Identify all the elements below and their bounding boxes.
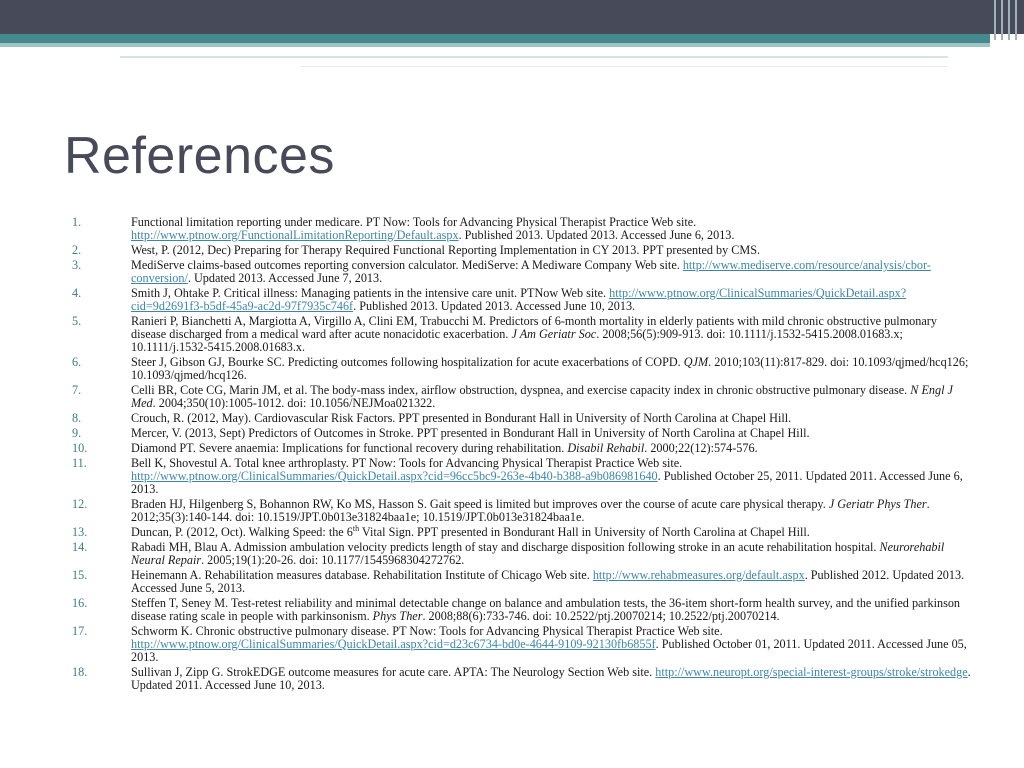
reference-text: . Published October 01, 2011. Updated 2011. Accessed June 05, 2013. xyxy=(131,637,967,664)
reference-number: 9. xyxy=(72,426,82,440)
reference-number: 15. xyxy=(72,568,88,582)
journal-name: Disabil Rehabil xyxy=(567,441,645,455)
reference-text: . Published 2013. Updated 2013. Accessed June 6, 2013. xyxy=(458,228,735,242)
superscript: th xyxy=(352,523,360,533)
reference-text: . Published 2012. Updated 2013. Accessed June 5, 2013. xyxy=(131,568,965,595)
reference-item xyxy=(64,427,974,440)
reference-text: West, P. (2012, Dec) Preparing for Therapy Required Functional Reporting Implementation in CY 2013. PPT presented by CMS. xyxy=(131,243,761,257)
reference-text: Rabadi MH, Blau A. Admission ambulation velocity predicts length of stay and discharge disposition following stroke in an acute rehabilitation hospital. xyxy=(131,540,880,554)
reference-item xyxy=(64,216,974,242)
reference-item xyxy=(64,287,974,313)
journal-name: Neurorehabil Neural Repair xyxy=(131,540,945,567)
decorative-stripe xyxy=(1001,0,1003,40)
reference-text: Ranieri P, Bianchetti A, Margiotta A, Virgillo A, Clini EM, Trabucchi M. Predictors of 6-month mortality in elderly patients with mild chronic obstructive pulmonary disease discharged from a medical ward after acute nonacidotic exacerbation. xyxy=(131,314,937,341)
reference-number: 18. xyxy=(72,665,88,679)
reference-text: Braden HJ, Hilgenberg S, Bohannon RW, Ko MS, Hasson S. Gait speed is limited but improves over the course of acute care physical therapy. xyxy=(131,497,829,511)
reference-text: Bell K, Shovestul A. Total knee arthroplasty. PT Now: Tools for Advancing Physical Therapist Practice Web site. xyxy=(131,456,683,470)
decorative-stripe xyxy=(994,0,996,40)
reference-number: 1. xyxy=(72,215,82,229)
reference-item xyxy=(64,523,974,539)
reference-number: 16. xyxy=(72,596,88,610)
reference-item xyxy=(64,666,974,692)
reference-text: . 2010;103(11):817-829. doi: 10.1093/qjmed/hcq126; 10.1093/qjmed/hcq126. xyxy=(131,355,969,382)
reference-text: . 2008;88(6):733-746. doi: 10.2522/ptj.20070214; 10.2522/ptj.20070214. xyxy=(422,609,780,623)
journal-name: N Engl J Med xyxy=(131,383,953,410)
journal-name: Phys Ther xyxy=(372,609,423,623)
reference-text: Schworm K. Chronic obstructive pulmonary disease. PT Now: Tools for Advancing Physical Therapist Practice Web site. xyxy=(131,624,723,638)
reference-text: . Updated 2011. Accessed June 10, 2013. xyxy=(131,665,971,692)
reference-link[interactable]: http://www.ptnow.org/ClinicalSummaries/QuickDetail.aspx?cid=d23c6734-bd0e-4644-9109-92130fb6855f xyxy=(131,637,656,651)
reference-text: Heinemann A. Rehabilitation measures database. Rehabilitation Institute of Chicago Web site. xyxy=(131,568,593,582)
reference-text: Steffen T, Seney M. Test-retest reliability and minimal detectable change on balance and ambulation tests, the 36-item short-form health survey, and the unified parkinson disease rating scale in people with parkinsonism. xyxy=(131,596,961,623)
reference-item xyxy=(64,244,974,257)
reference-text: . 2000;22(12):574-576. xyxy=(644,441,758,455)
reference-number: 10. xyxy=(72,441,88,455)
reference-number: 2. xyxy=(72,243,82,257)
reference-item xyxy=(64,412,974,425)
slide-top-bar xyxy=(0,0,1024,34)
slide-title: References xyxy=(64,127,335,185)
reference-link[interactable]: http://www.neuropt.org/special-interest-groups/stroke/strokedge xyxy=(655,665,968,679)
reference-number: 17. xyxy=(72,624,88,638)
reference-text: . Updated 2013. Accessed June 7, 2013. xyxy=(187,271,383,285)
reference-number: 13. xyxy=(72,525,88,539)
reference-text: . 2012;35(3):140-144. doi: 10.1519/JPT.0b013e31824baa1e; 10.1519/JPT.0b013e31824baa1e. xyxy=(131,497,930,524)
reference-number: 11. xyxy=(72,456,87,470)
reference-text: Functional limitation reporting under medicare. PT Now: Tools for Advancing Physical Therapist Practice Web site. xyxy=(131,215,697,229)
slide-accent-band xyxy=(0,34,990,43)
reference-item xyxy=(64,442,974,455)
reference-text: . Published 2013. Updated 2013. Accessed June 10, 2013. xyxy=(353,299,636,313)
slide-accent-band-light xyxy=(0,43,990,47)
reference-item xyxy=(64,541,974,567)
reference-text: MediServe claims-based outcomes reporting conversion calculator. MediServe: A Mediware Company Web site. xyxy=(131,258,683,272)
reference-number: 5. xyxy=(72,314,82,328)
reference-link[interactable]: http://www.rehabmeasures.org/default.aspx xyxy=(592,568,805,582)
reference-text: Vital Sign. PPT presented in Bondurant Hall in University of North Carolina at Chapel Hill. xyxy=(359,525,810,539)
reference-item xyxy=(64,259,974,285)
reference-item xyxy=(64,625,974,664)
reference-item xyxy=(64,498,974,524)
reference-text: Celli BR, Cote CG, Marin JM, et al. The body-mass index, airflow obstruction, dyspnea, and exercise capacity index in chronic obstructive pulmonary disease. xyxy=(131,383,911,397)
decorative-line xyxy=(120,56,948,58)
reference-item xyxy=(64,457,974,496)
journal-name: J Geriatr Phys Ther xyxy=(828,497,927,511)
reference-text: Duncan, P. (2012, Oct). Walking Speed: the 6 xyxy=(131,525,353,539)
reference-text: . Published October 25, 2011. Updated 2011. Accessed June 6, 2013. xyxy=(131,469,963,496)
reference-number: 14. xyxy=(72,540,88,554)
reference-text: Mercer, V. (2013, Sept) Predictors of Outcomes in Stroke. PPT presented in Bondurant Hall in University of North Carolina at Chapel Hill. xyxy=(131,426,810,440)
reference-item xyxy=(64,384,974,410)
reference-list xyxy=(64,216,974,694)
reference-link[interactable]: http://www.mediserve.com/resource/analysis/cbor-conversion/ xyxy=(131,258,931,285)
reference-text: Smith J, Ohtake P. Critical illness: Managing patients in the intensive care unit. PTNow Web site. xyxy=(131,286,610,300)
reference-item xyxy=(64,315,974,354)
decorative-line xyxy=(300,66,948,67)
journal-name: QJM xyxy=(683,355,709,369)
reference-item xyxy=(64,356,974,382)
reference-number: 7. xyxy=(72,383,82,397)
reference-number: 6. xyxy=(72,355,82,369)
reference-item xyxy=(64,597,974,623)
decorative-stripe xyxy=(1008,0,1010,40)
reference-link[interactable]: http://www.ptnow.org/ClinicalSummaries/QuickDetail.aspx?cid=9d2691f3-b5df-45a9-ac2d-97f7935c746f xyxy=(131,286,907,313)
reference-text: Diamond PT. Severe anaemia: Implications for functional recovery during rehabilitation. xyxy=(131,441,568,455)
reference-text: Steer J, Gibson GJ, Bourke SC. Predicting outcomes following hospitalization for acute exacerbations of COPD. xyxy=(131,355,684,369)
reference-text: Sullivan J, Zipp G. StrokEDGE outcome measures for acute care. APTA: The Neurology Section Web site. xyxy=(131,665,656,679)
reference-number: 8. xyxy=(72,411,82,425)
reference-link[interactable]: http://www.ptnow.org/ClinicalSummaries/QuickDetail.aspx?cid=96cc5bc9-263e-4b40-b388-a9b086981640 xyxy=(131,469,658,483)
decorative-stripe xyxy=(1015,0,1017,40)
reference-number: 12. xyxy=(72,497,88,511)
reference-text: Crouch, R. (2012, May). Cardiovascular Risk Factors. PPT presented in Bondurant Hall in University of North Carolina at Chapel Hill. xyxy=(131,411,792,425)
reference-text: . 2005;19(1):20-26. doi: 10.1177/1545968304272762. xyxy=(201,553,465,567)
reference-number: 3. xyxy=(72,258,82,272)
reference-text: . 2004;350(10):1005-1012. doi: 10.1056/NEJMoa021322. xyxy=(152,396,436,410)
reference-link[interactable]: http://www.ptnow.org/FunctionalLimitationReporting/Default.aspx xyxy=(131,228,459,242)
reference-item xyxy=(64,569,974,595)
reference-text: . 2008;56(5):909-913. doi: 10.1111/j.1532-5415.2008.01683.x; 10.1111/j.1532-5415.2008.01683.x. xyxy=(131,327,903,354)
reference-number: 4. xyxy=(72,286,82,300)
journal-name: J Am Geriatr Soc xyxy=(511,327,597,341)
